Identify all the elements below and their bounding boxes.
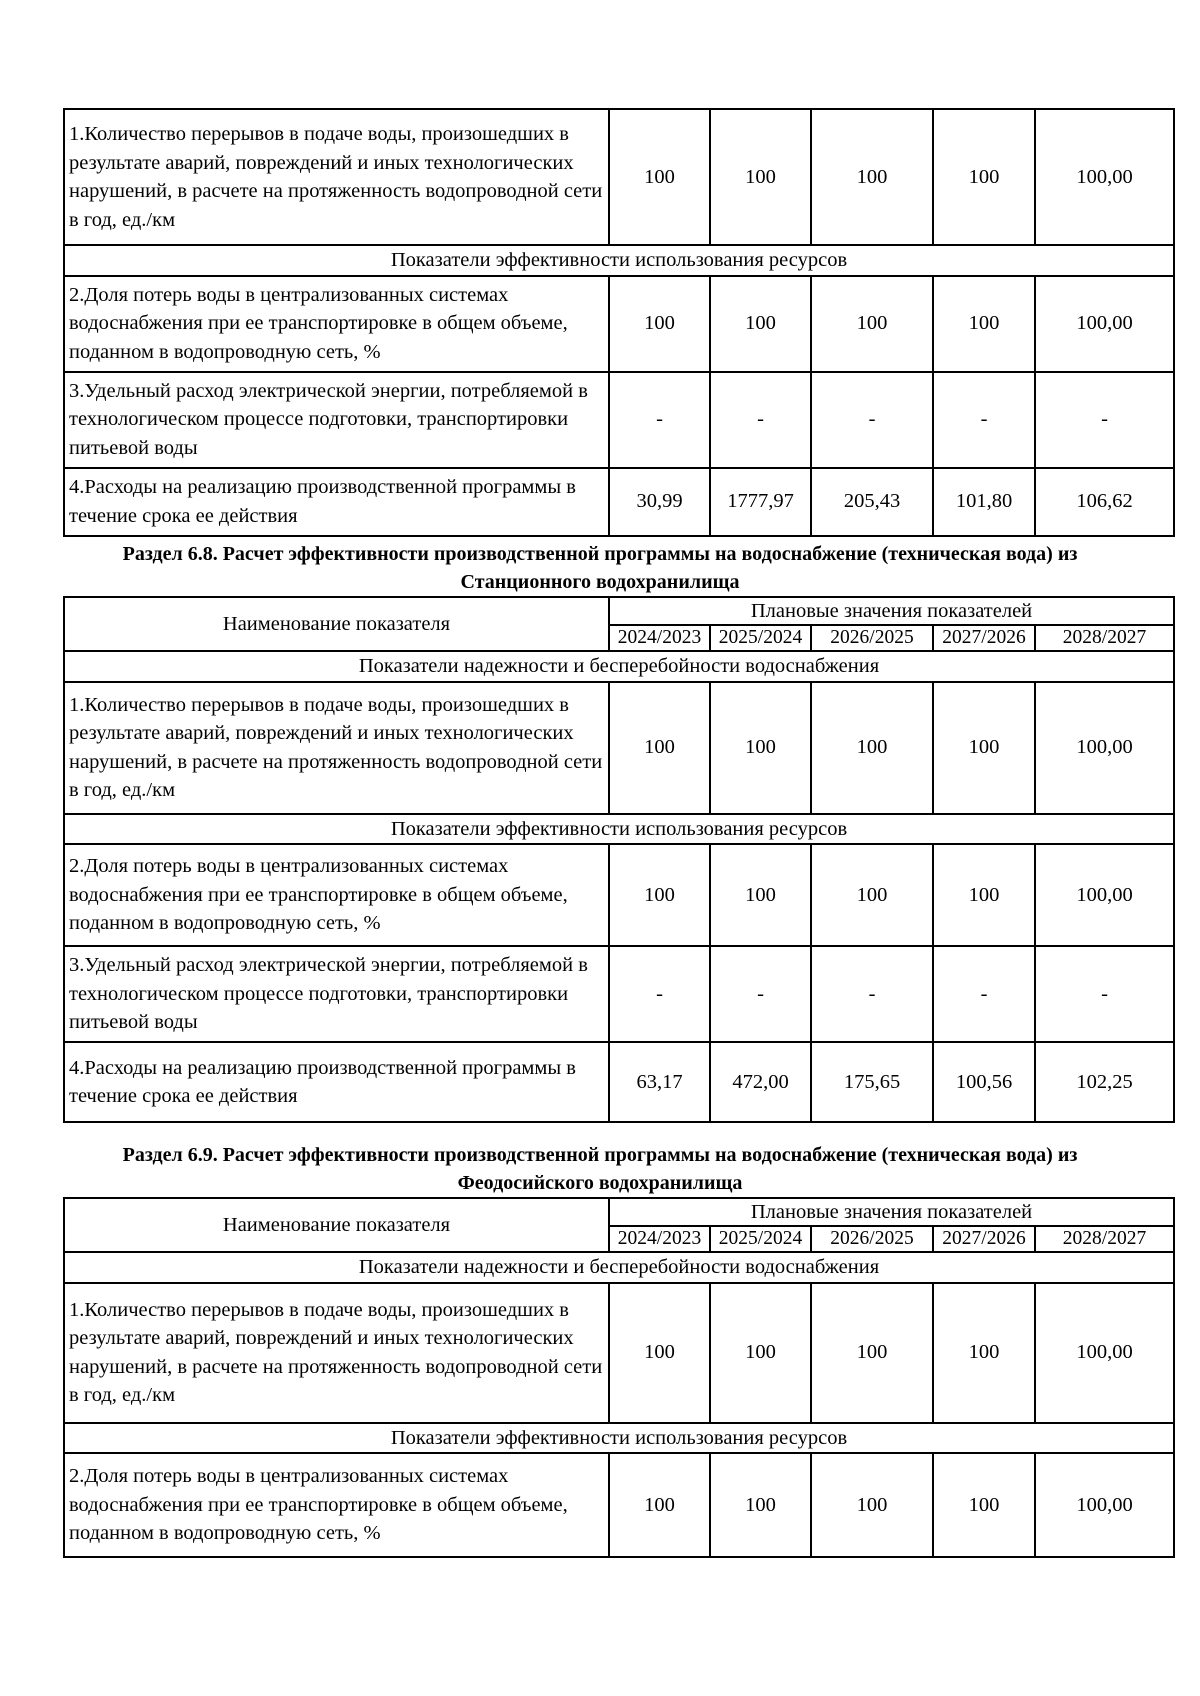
section-heading-6-8: [0, 540, 1200, 596]
value-cell: 101,80: [933, 468, 1035, 536]
indicator-name: 2.Доля потерь воды в централизованных системах водоснабжения при ее транспортировке в общем объеме, поданном в водопроводную сеть, %: [64, 1453, 609, 1557]
value-cell: 100: [609, 1453, 710, 1557]
value-cell: 100,00: [1035, 276, 1174, 372]
value-cell: 100: [933, 109, 1035, 245]
value-cell: 100: [933, 682, 1035, 814]
value-cell: 1777,97: [710, 468, 811, 536]
indicator-name: 2.Доля потерь воды в централизованных системах водоснабжения при ее транспортировке в общем объеме, поданном в водопроводную сеть, %: [64, 276, 609, 372]
table-row: [64, 468, 1174, 536]
value-cell: 100: [609, 276, 710, 372]
value-cell: 100,56: [933, 1042, 1035, 1122]
value-cell: 100: [933, 844, 1035, 946]
indicator-name: 4.Расходы на реализацию производственной программы в течение срока ее действия: [64, 1042, 609, 1122]
column-header-year: 2024/2023: [609, 1226, 710, 1252]
heading-line: Феодосийского водохранилища: [457, 1172, 743, 1194]
value-cell: 102,25: [1035, 1042, 1174, 1122]
value-cell: 100: [811, 109, 933, 245]
value-cell: 100: [811, 844, 933, 946]
section-label: Показатели эффективности использования ресурсов: [64, 1423, 1174, 1454]
value-cell: 100: [710, 682, 811, 814]
value-cell: 100: [710, 844, 811, 946]
indicator-name: 1.Количество перерывов в подаче воды, произошедших в результате аварий, повреждений и иных технологических нарушений, в расчете на протяженность водопроводной сети в год, ед./км: [64, 1283, 609, 1423]
value-cell: -: [710, 946, 811, 1042]
header-row: [64, 1198, 1174, 1226]
value-cell: 100: [710, 276, 811, 372]
value-cell: -: [933, 946, 1035, 1042]
section-heading-6-9: [0, 1141, 1200, 1197]
header-row: [64, 597, 1174, 625]
table-row: [64, 1453, 1174, 1557]
value-cell: 100,00: [1035, 682, 1174, 814]
column-header-year: 2026/2025: [811, 1226, 933, 1252]
value-cell: 100,00: [1035, 1283, 1174, 1423]
table-row: [64, 844, 1174, 946]
value-cell: 100: [933, 1453, 1035, 1557]
column-header-name: Наименование показателя: [64, 1198, 609, 1252]
value-cell: 100: [933, 1283, 1035, 1423]
table-row: [64, 372, 1174, 468]
column-header-year: 2027/2026: [933, 625, 1035, 651]
column-header-group: Плановые значения показателей: [609, 1198, 1174, 1226]
table-row: [64, 682, 1174, 814]
indicator-name: 1.Количество перерывов в подаче воды, произошедших в результате аварий, повреждений и иных технологических нарушений, в расчете на протяженность водопроводной сети в год, ед./км: [64, 682, 609, 814]
column-header-year: 2024/2023: [609, 625, 710, 651]
value-cell: -: [811, 946, 933, 1042]
indicator-name: 1.Количество перерывов в подаче воды, произошедших в результате аварий, повреждений и иных технологических нарушений, в расчете на протяженность водопроводной сети в год, ед./км: [64, 109, 609, 245]
value-cell: 100: [609, 844, 710, 946]
value-cell: -: [609, 946, 710, 1042]
section-row: [64, 1423, 1174, 1454]
column-header-name: Наименование показателя: [64, 597, 609, 651]
section-row: [64, 245, 1174, 276]
column-header-year: 2025/2024: [710, 625, 811, 651]
value-cell: -: [609, 372, 710, 468]
heading-line: Раздел 6.8. Расчет эффективности производственной программы на водоснабжение (техническая вода) из: [122, 543, 1078, 565]
section-label: Показатели эффективности использования ресурсов: [64, 245, 1174, 276]
table-row: [64, 109, 1174, 245]
value-cell: -: [1035, 946, 1174, 1042]
column-header-year: 2028/2027: [1035, 625, 1174, 651]
value-cell: -: [933, 372, 1035, 468]
value-cell: 100: [710, 109, 811, 245]
value-cell: 106,62: [1035, 468, 1174, 536]
value-cell: 100: [811, 276, 933, 372]
section-label: Показатели надежности и бесперебойности водоснабжения: [64, 651, 1174, 682]
value-cell: 100: [811, 1453, 933, 1557]
value-cell: 100,00: [1035, 844, 1174, 946]
value-cell: 100: [933, 276, 1035, 372]
value-cell: -: [1035, 372, 1174, 468]
column-header-year: 2025/2024: [710, 1226, 811, 1252]
indicator-name: 3.Удельный расход электрической энергии, потребляемой в технологическом процессе подготовки, транспортировки питьевой воды: [64, 372, 609, 468]
heading-line: Раздел 6.9. Расчет эффективности производственной программы на водоснабжение (техническая вода) из: [122, 1144, 1078, 1166]
value-cell: 472,00: [710, 1042, 811, 1122]
value-cell: 175,65: [811, 1042, 933, 1122]
value-cell: 100: [609, 109, 710, 245]
value-cell: -: [811, 372, 933, 468]
value-cell: 100: [710, 1283, 811, 1423]
table-row: [64, 1042, 1174, 1122]
heading-line: Станционного водохранилища: [460, 571, 740, 593]
column-header-group: Плановые значения показателей: [609, 597, 1174, 625]
section-row: [64, 651, 1174, 682]
table-6-9: [63, 1197, 1175, 1558]
section-row: [64, 1252, 1174, 1283]
column-header-year: 2027/2026: [933, 1226, 1035, 1252]
value-cell: 100: [811, 682, 933, 814]
value-cell: 100: [811, 1283, 933, 1423]
indicator-name: 2.Доля потерь воды в централизованных системах водоснабжения при ее транспортировке в общем объеме, поданном в водопроводную сеть, %: [64, 844, 609, 946]
value-cell: 63,17: [609, 1042, 710, 1122]
section-row: [64, 814, 1174, 845]
value-cell: 100: [609, 1283, 710, 1423]
table-row: [64, 946, 1174, 1042]
section-label: Показатели эффективности использования ресурсов: [64, 814, 1174, 845]
value-cell: -: [710, 372, 811, 468]
table-continued: [63, 108, 1175, 537]
value-cell: 100,00: [1035, 1453, 1174, 1557]
indicator-name: 3.Удельный расход электрической энергии, потребляемой в технологическом процессе подготовки, транспортировки питьевой воды: [64, 946, 609, 1042]
column-header-year: 2026/2025: [811, 625, 933, 651]
table-row: [64, 276, 1174, 372]
column-header-year: 2028/2027: [1035, 1226, 1174, 1252]
value-cell: 100: [710, 1453, 811, 1557]
section-label: Показатели надежности и бесперебойности водоснабжения: [64, 1252, 1174, 1283]
value-cell: 205,43: [811, 468, 933, 536]
value-cell: 100,00: [1035, 109, 1174, 245]
table-6-8: [63, 596, 1175, 1123]
value-cell: 30,99: [609, 468, 710, 536]
value-cell: 100: [609, 682, 710, 814]
indicator-name: 4.Расходы на реализацию производственной программы в течение срока ее действия: [64, 468, 609, 536]
table-row: [64, 1283, 1174, 1423]
